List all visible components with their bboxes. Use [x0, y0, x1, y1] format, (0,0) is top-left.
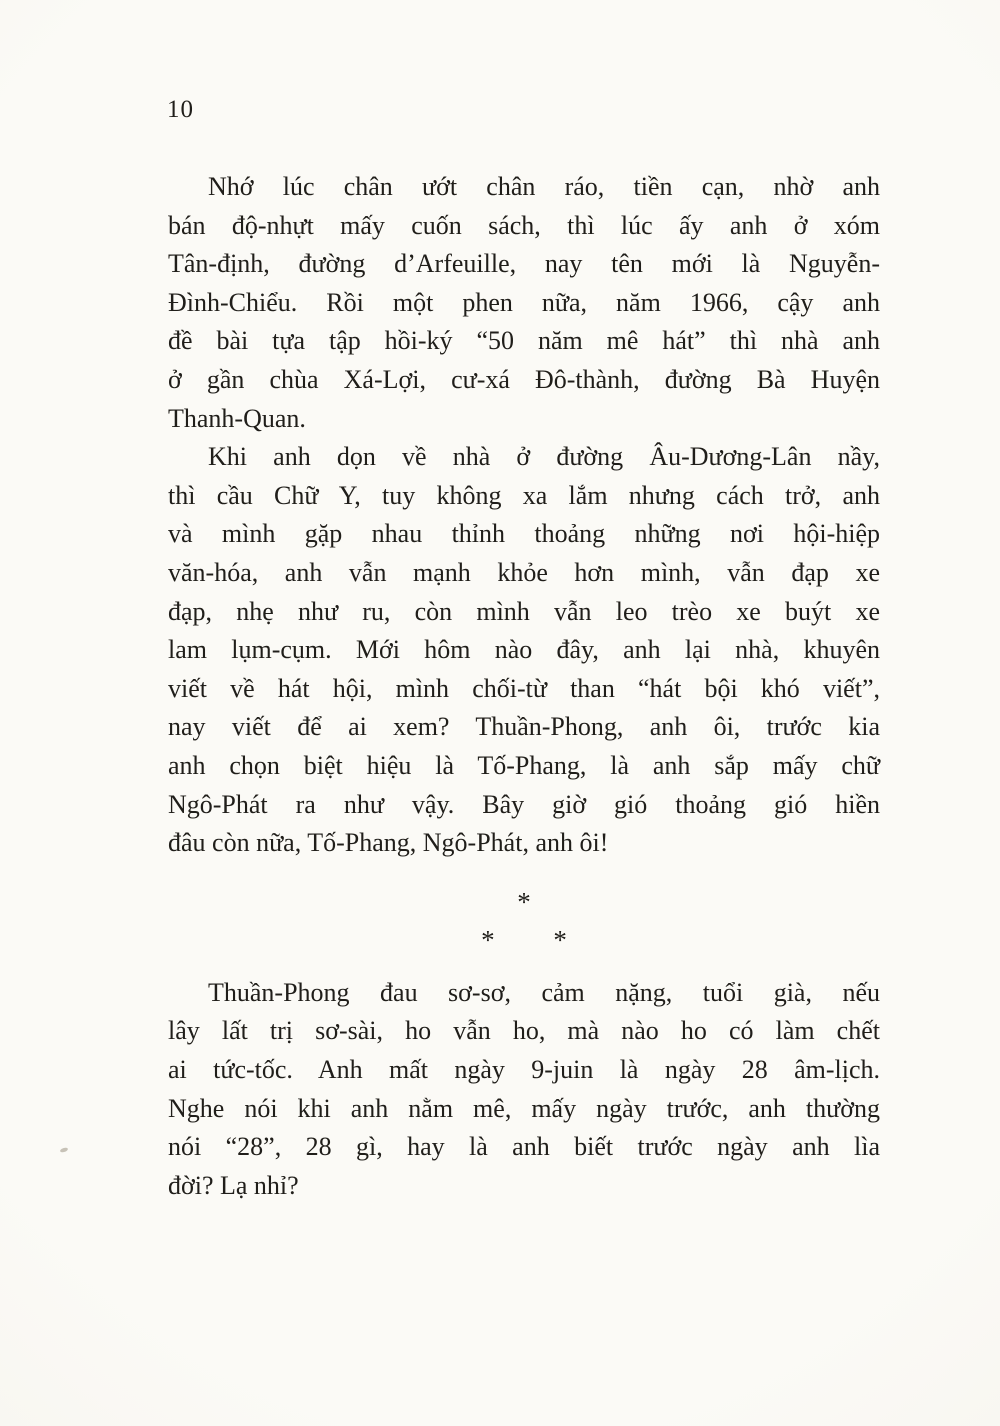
text-line: thì cầu Chữ Y, tuy không xa lắm nhưng cách trở, anh	[168, 480, 880, 510]
section-separator	[168, 883, 880, 960]
scan-speck	[60, 1147, 69, 1153]
text-line: anh chọn biệt hiệu là Tố-Phang, là anh sắp mấy chữ	[168, 750, 880, 780]
text-line: Đình-Chiểu. Rồi một phen nữa, năm 1966, cậy anh	[168, 287, 880, 317]
paragraph	[168, 974, 880, 1206]
text-line: nói “28”, 28 gì, hay là anh biết trước ngày anh lìa	[168, 1132, 880, 1162]
text-line: lây lất trị sơ-sài, ho vẫn ho, mà nào ho có làm chết	[168, 1016, 880, 1046]
text-line: Tân-định, đường d’Arfeuille, nay tên mới là Nguyễn-	[168, 249, 880, 279]
text-line: Thanh-Quan.	[168, 403, 306, 433]
text-line: Nghe nói khi anh nằm mê, mấy ngày trước, anh thường	[168, 1093, 880, 1123]
paragraph	[168, 168, 880, 438]
text-line: ở gần chùa Xá-Lợi, cư-xá Đô-thành, đường Bà Huyện	[168, 364, 880, 394]
text-line: lam lụm-cụm. Mới hôm nào đây, anh lại nhà, khuyên	[168, 635, 880, 665]
text-line: đâu còn nữa, Tố-Phang, Ngô-Phát, anh ôi!	[168, 828, 609, 858]
text-line: và mình gặp nhau thỉnh thoảng những nơi hội-hiệp	[168, 519, 880, 549]
separator-star: *	[481, 925, 495, 956]
text-line: nay viết để ai xem? Thuần-Phong, anh ôi, trước kia	[168, 712, 880, 742]
text-line: đạp, nhẹ như ru, còn mình vẫn leo trèo xe buýt xe	[168, 596, 880, 626]
separator-star-row	[168, 921, 880, 960]
paragraph	[168, 438, 880, 863]
page-number: 10	[167, 96, 194, 123]
text-line: ai tức-tốc. Anh mất ngày 9-juin là ngày 28 âm-lịch.	[168, 1055, 880, 1085]
text-line: viết về hát hội, mình chối-từ than “hát bội khó viết”,	[168, 673, 880, 703]
text-line: đời? Lạ nhỉ?	[168, 1170, 299, 1200]
text-line: Thuần-Phong đau sơ-sơ, cảm nặng, tuổi già, nếu	[208, 977, 880, 1007]
separator-star: *	[553, 925, 567, 956]
text-line: bán độ-nhựt mấy cuốn sách, thì lúc ấy anh ở xóm	[168, 210, 880, 240]
separator-star: *	[517, 886, 531, 917]
text-line: văn-hóa, anh vẫn mạnh khỏe hơn mình, vẫn đạp xe	[168, 557, 880, 587]
text-line: đề bài tựa tập hồi-ký “50 năm mê hát” thì nhà anh	[168, 326, 880, 356]
text-line: Khi anh dọn về nhà ở đường Âu-Dương-Lân nầy,	[208, 442, 880, 472]
page-text-block	[168, 168, 880, 1205]
text-line: Nhớ lúc chân ướt chân ráo, tiền cạn, nhờ anh	[208, 172, 880, 201]
text-line: Ngô-Phát ra như vậy. Bây giờ gió thoảng gió hiền	[168, 789, 880, 819]
